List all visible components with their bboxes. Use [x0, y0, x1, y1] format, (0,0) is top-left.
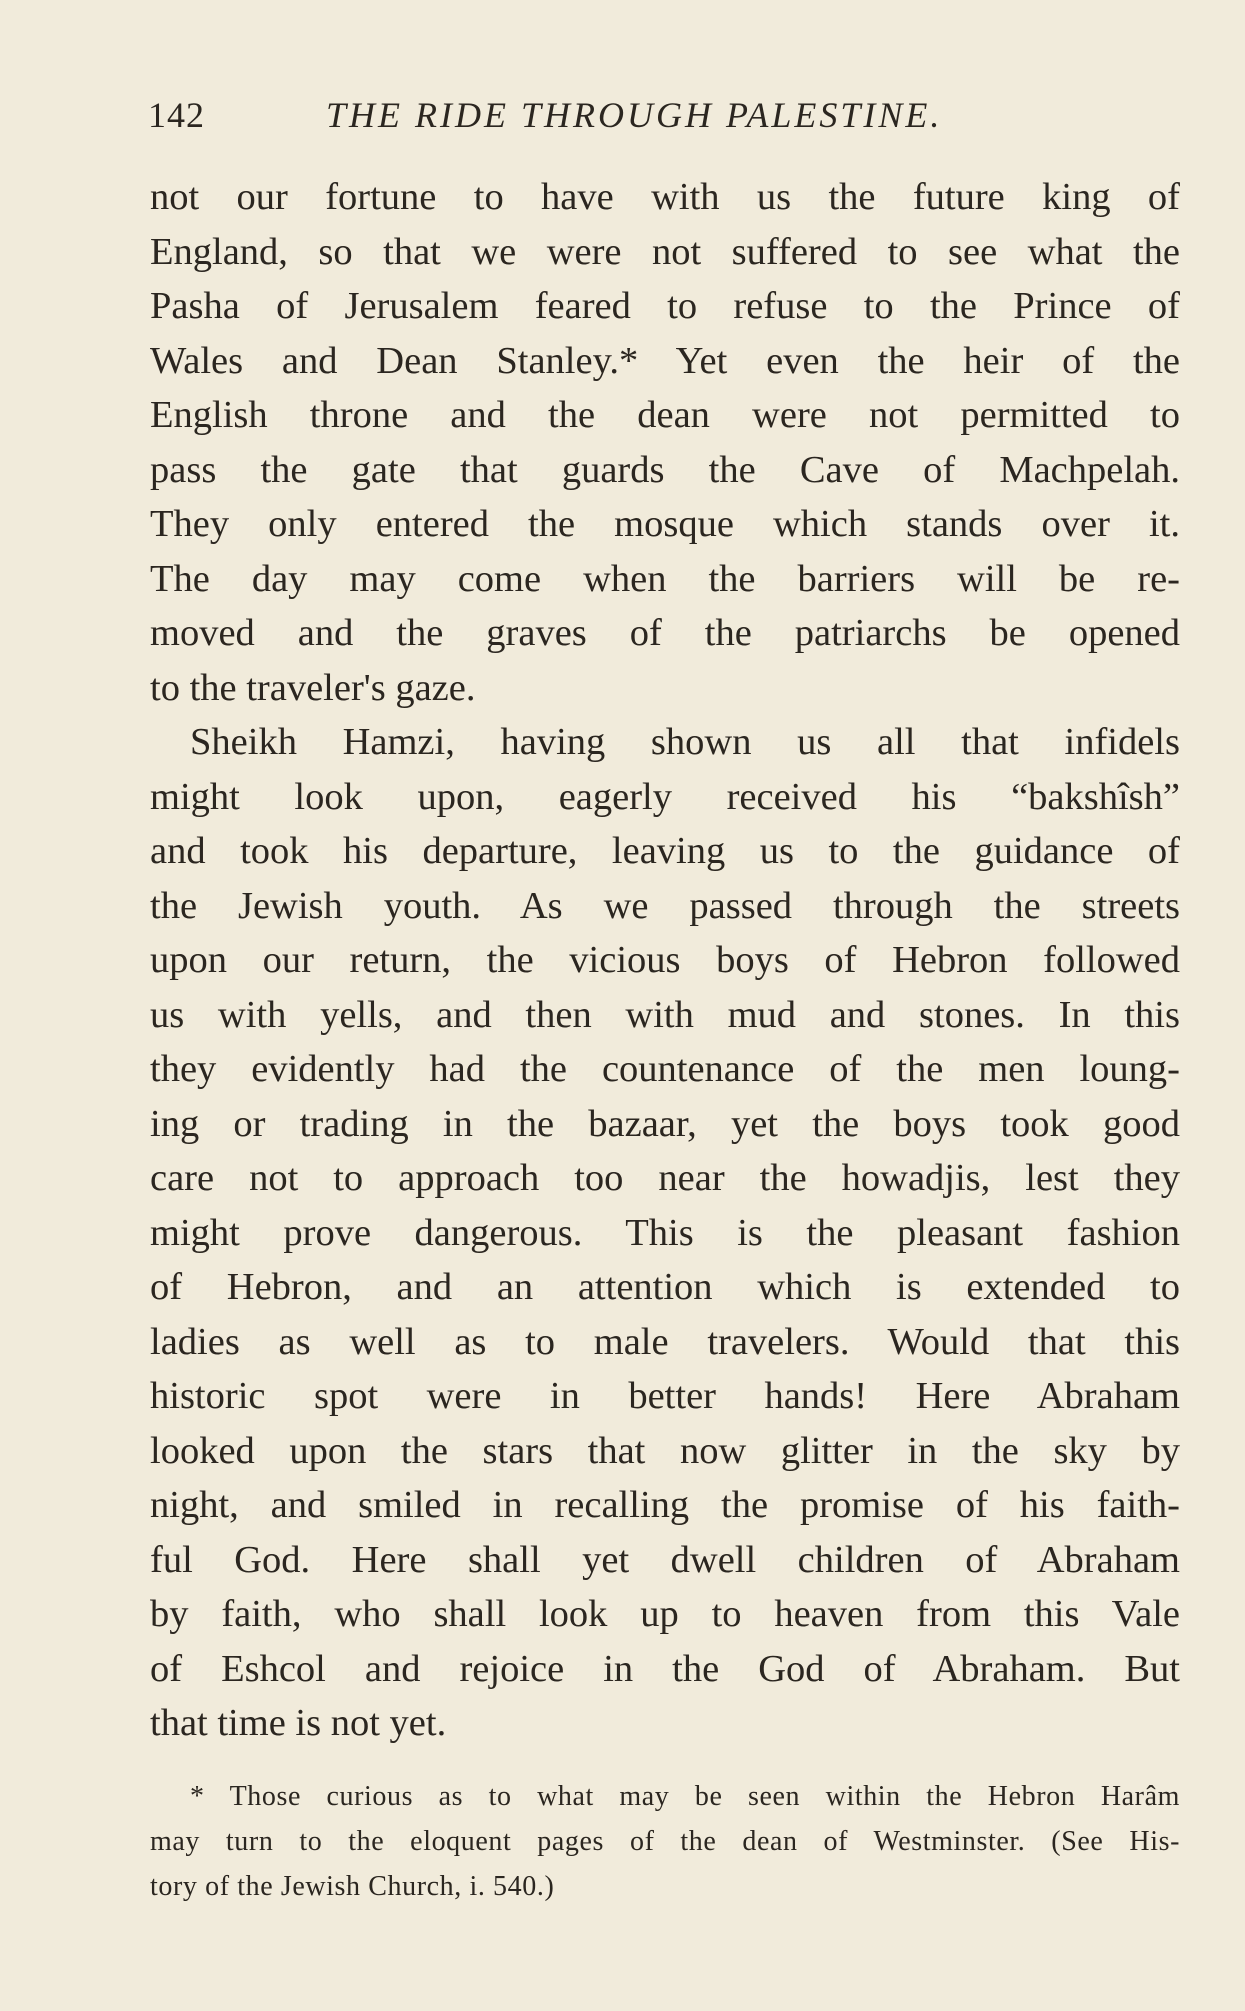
- text-line: not our fortune to have with us the future king of: [150, 176, 1180, 218]
- text-line: they evidently had the countenance of the men loung-: [150, 1048, 1180, 1090]
- text-line: looked upon the stars that now glitter in the sky by: [150, 1429, 1180, 1472]
- footnote-line: tory of the Jewish Church, i. 540.): [150, 1871, 555, 1902]
- text-line: the Jewish youth. As we passed through the streets: [150, 884, 1180, 927]
- text-line: upon our return, the vicious boys of Hebron followed: [150, 939, 1180, 981]
- page-number: 142: [148, 95, 205, 135]
- text-line: They only entered the mosque which stands over it.: [150, 503, 1180, 545]
- text-line: historic spot were in better hands! Here Abraham: [150, 1375, 1180, 1417]
- text-line: might prove dangerous. This is the pleasant fashion: [150, 1211, 1180, 1254]
- text-line: moved and the graves of the patriarchs be opened: [150, 612, 1180, 654]
- text-line: England, so that we were not suffered to see what the: [150, 230, 1180, 273]
- text-line: ing or trading in the bazaar, yet the boys took good: [150, 1102, 1180, 1145]
- text-line: Wales and Dean Stanley.* Yet even the heir of the: [150, 339, 1180, 382]
- text-line: Pasha of Jerusalem feared to refuse to the Prince of: [150, 285, 1180, 327]
- text-line: night, and smiled in recalling the promise of his faith-: [150, 1484, 1180, 1526]
- text-line: to the traveler's gaze.: [150, 666, 476, 709]
- page-header: [148, 94, 1188, 142]
- text-line: care not to approach too near the howadjis, lest they: [150, 1157, 1180, 1199]
- footnote-line: may turn to the eloquent pages of the dean of Westminster. (See His-: [150, 1826, 1180, 1857]
- text-line: might look upon, eagerly received his “bakshîsh”: [150, 775, 1180, 818]
- text-line: of Hebron, and an attention which is extended to: [150, 1266, 1180, 1308]
- text-line: and took his departure, leaving us to the guidance of: [150, 830, 1180, 872]
- text-line: by faith, who shall look up to heaven from this Vale: [150, 1593, 1180, 1635]
- text-line: ladies as well as to male travelers. Would that this: [150, 1320, 1180, 1363]
- text-line: Sheikh Hamzi, having shown us all that infidels: [190, 721, 1180, 763]
- text-line: pass the gate that guards the Cave of Machpelah.: [150, 448, 1180, 491]
- footnote: [150, 1774, 1180, 1909]
- text-line: of Eshcol and rejoice in the God of Abraham. But: [150, 1647, 1180, 1690]
- text-line: The day may come when the barriers will be re-: [150, 557, 1180, 600]
- body-text: [150, 170, 1180, 1751]
- text-line: that time is not yet.: [150, 1702, 447, 1744]
- footnote-line: * Those curious as to what may be seen within the Hebron Harâm: [190, 1781, 1180, 1812]
- text-line: us with yells, and then with mud and stones. In this: [150, 993, 1180, 1036]
- text-line: English throne and the dean were not permitted to: [150, 394, 1180, 436]
- running-head: THE RIDE THROUGH PALESTINE.: [326, 95, 943, 135]
- text-line: ful God. Here shall yet dwell children of Abraham: [150, 1538, 1180, 1581]
